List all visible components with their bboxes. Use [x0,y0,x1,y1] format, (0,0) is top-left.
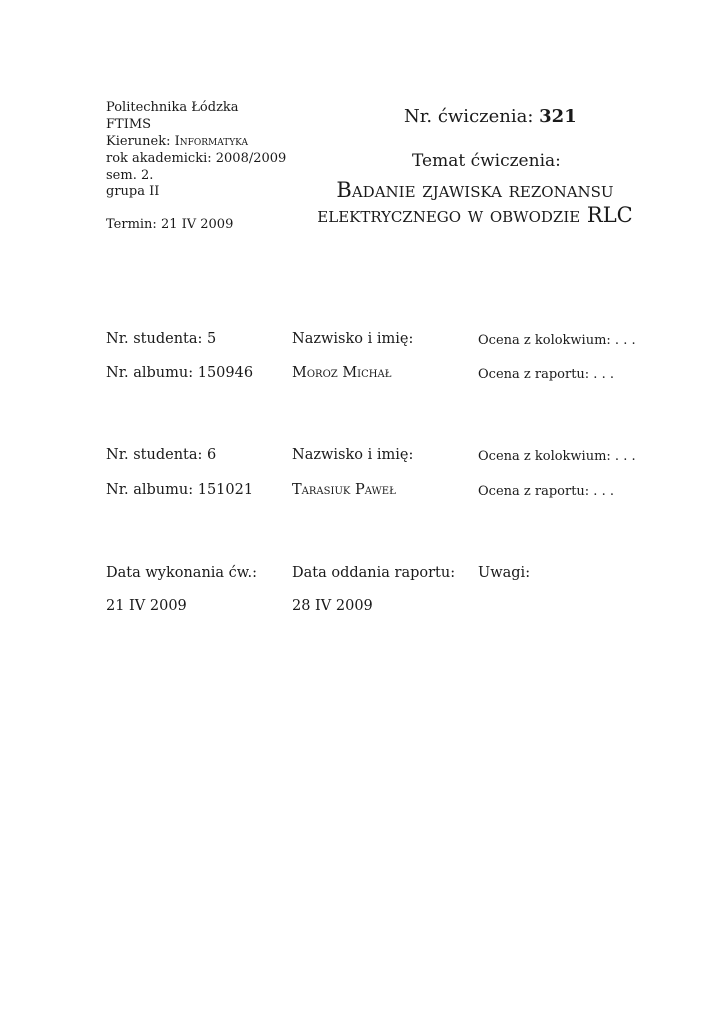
exercise-title-line1: Badanie zjawiska rezonansu [336,178,614,202]
university-name: Politechnika Łódzka [106,100,239,115]
field-of-study [106,133,248,150]
report-grade: Ocena z raportu: . . . [478,367,614,382]
quiz-grade: Ocena z kolokwium: . . . [478,333,636,348]
group: grupa II [106,184,160,199]
exercise-number-value: 321 [539,106,577,127]
exercise-number [404,106,577,127]
student-name: Tarasiuk Paweł [292,482,396,498]
topic-label: Temat ćwiczenia: [412,151,561,171]
semester: sem. 2. [106,168,154,183]
name-label: Nazwisko i imię: [292,331,414,347]
report-grade: Ocena z raportu: . . . [478,484,614,499]
faculty-name: FTIMS [106,117,152,132]
name-label: Nazwisko i imię: [292,447,414,463]
exercise-number-label: Nr. ćwiczenia: [404,106,540,127]
academic-year: rok akademicki: 2008/2009 [106,151,287,166]
album-number: Nr. albumu: 151021 [106,482,254,498]
quiz-grade: Ocena z kolokwium: . . . [478,449,636,464]
student-number: Nr. studenta: 5 [106,331,217,347]
exercise-title-line2: elektrycznego w obwodzie RLC [317,203,633,227]
remarks-label: Uwagi: [478,565,531,581]
album-number: Nr. albumu: 150946 [106,365,254,381]
field-value: Informatyka [174,134,249,149]
term-date: Termin: 21 IV 2009 [106,217,234,232]
student-name: Moroz Michał [292,365,392,381]
exec-date: 21 IV 2009 [106,598,187,614]
report-date-label: Data oddania raportu: [292,565,456,581]
student-number: Nr. studenta: 6 [106,447,217,463]
report-date: 28 IV 2009 [292,598,373,614]
exec-date-label: Data wykonania ćw.: [106,565,257,581]
field-prefix: Kierunek: [106,134,175,149]
